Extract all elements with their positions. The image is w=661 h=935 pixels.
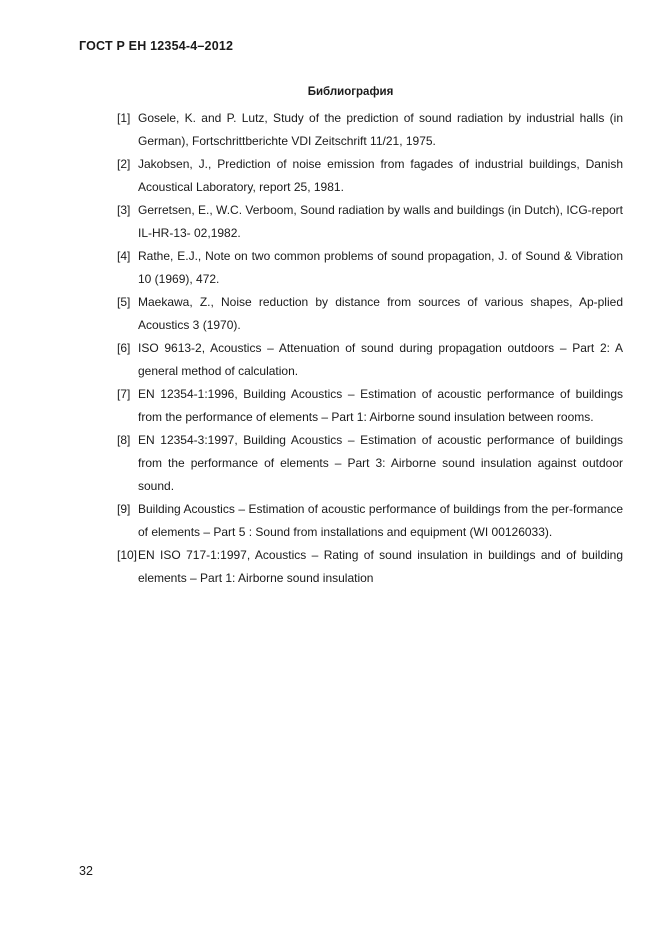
bibliography-entry: [117, 291, 623, 337]
page-number: 32: [79, 864, 93, 878]
bibliography-entry: [117, 245, 623, 291]
entry-number: [6]: [117, 341, 131, 355]
entry-text: Maekawa, Z., Noise reduction by distance from sources of various shapes, Ap-plied Acoustics 3 (1970).: [138, 295, 623, 332]
entry-number: [3]: [117, 203, 131, 217]
bibliography-entry: [117, 498, 623, 544]
entry-text: EN 12354-3:1997, Building Acoustics – Estimation of acoustic performance of buildings from the performance of elements – Part 3: Airborne sound insulation against outdoor sound.: [138, 433, 623, 493]
entry-text: Building Acoustics – Estimation of acoustic performance of buildings from the per-formance of elements – Part 5 : Sound from installations and equipment (WI 00126033).: [138, 502, 623, 539]
entry-text: ISO 9613-2, Acoustics – Attenuation of sound during propagation outdoors – Part 2: A general method of calculation.: [138, 341, 623, 378]
entry-number: [10]: [117, 548, 138, 562]
bibliography-entry: [117, 199, 623, 245]
document-header: ГОСТ Р ЕН 12354-4–2012: [79, 39, 234, 53]
bibliography-list: [117, 107, 623, 590]
entry-number: [5]: [117, 295, 131, 309]
entry-text: EN 12354-1:1996, Building Acoustics – Estimation of acoustic performance of buildings from the performance of elements – Part 1: Airborne sound insulation between rooms.: [138, 387, 623, 424]
entry-text: Rathe, E.J., Note on two common problems of sound propagation, J. of Sound & Vibration 10 (1969), 472.: [138, 249, 623, 286]
bibliography-entry: [117, 337, 623, 383]
bibliography-entry: [117, 544, 623, 590]
entry-number: [9]: [117, 502, 131, 516]
entry-text: Jakobsen, J., Prediction of noise emission from fagades of industrial buildings, Danish Acoustical Laboratory, report 25, 1981.: [138, 157, 623, 194]
bibliography-entry: [117, 153, 623, 199]
entry-number: [1]: [117, 111, 131, 125]
entry-number: [4]: [117, 249, 131, 263]
entry-number: [7]: [117, 387, 131, 401]
bibliography-entry: [117, 383, 623, 429]
entry-text: Gerretsen, E., W.C. Verboom, Sound radiation by walls and buildings (in Dutch), ICG-report IL-HR-13- 02,1982.: [138, 203, 623, 240]
bibliography-entry: [117, 107, 623, 153]
entry-number: [2]: [117, 157, 131, 171]
bibliography-title: Библиография: [307, 86, 394, 98]
entry-text: Gosele, K. and P. Lutz, Study of the prediction of sound radiation by industrial halls (in German), Fortschrittberichte VDI Zeitschrift 11/21, 1975.: [138, 111, 623, 148]
entry-number: [8]: [117, 433, 131, 447]
bibliography-entry: [117, 429, 623, 498]
entry-text: EN ISO 717-1:1997, Acoustics – Rating of sound insulation in buildings and of building elements – Part 1: Airborne sound insulation: [138, 548, 623, 585]
